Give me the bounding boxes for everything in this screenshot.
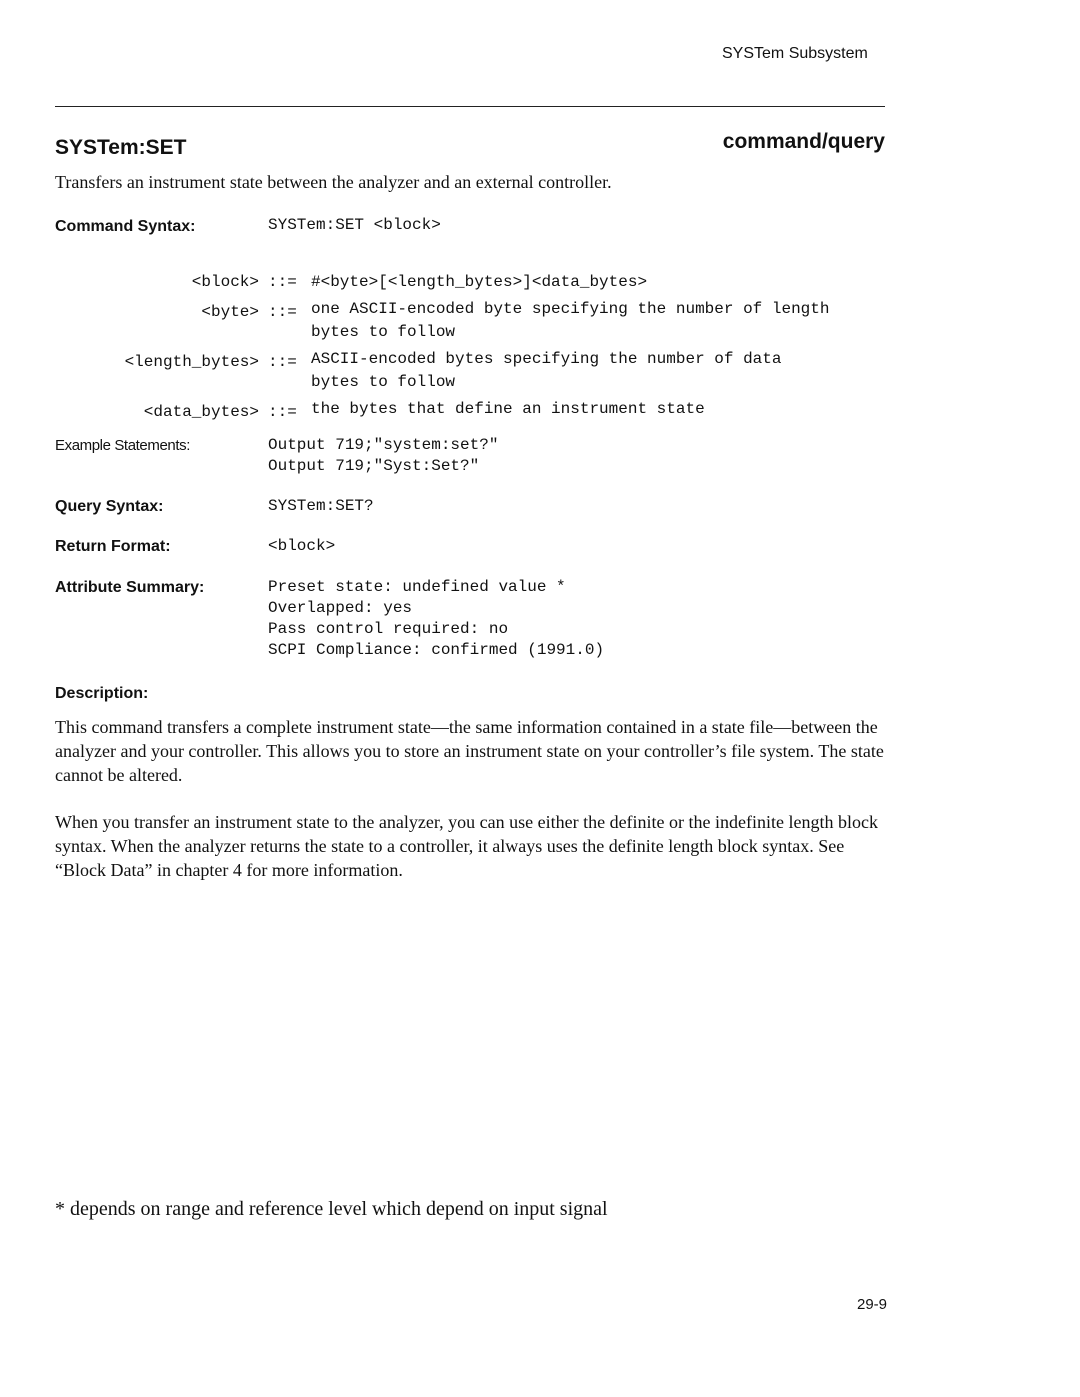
grammar-definition: #<byte>[<length_bytes>]<data_bytes> <box>311 273 648 291</box>
grammar-operator: ::= <box>268 353 297 371</box>
grammar-operator: ::= <box>268 303 297 321</box>
grammar-definition: bytes to follow <box>311 323 456 341</box>
query-syntax-value: SYSTem:SET? <box>268 497 374 515</box>
return-format-label: Return Format: <box>55 538 171 555</box>
header-rule <box>55 106 885 107</box>
description-paragraph: This command transfers a complete instrument state—the same information contained in a state file—between the analyzer and your controller. This allows you to store an instrument state on your controller’s file system. The state cannot be altered. <box>55 717 884 785</box>
example-statement: Output 719;"Syst:Set?" <box>268 457 480 475</box>
command-syntax-value: SYSTem:SET <block> <box>268 216 441 234</box>
grammar-definition: bytes to follow <box>311 373 456 391</box>
grammar-operator: ::= <box>268 403 297 421</box>
grammar-definition: the bytes that define an instrument state <box>311 400 705 418</box>
grammar-term: <length_bytes> <box>124 353 259 371</box>
page-number: 29-9 <box>857 1296 888 1313</box>
running-head: SYSTem Subsystem <box>722 45 868 62</box>
attribute-line: Overlapped: yes <box>268 599 413 617</box>
grammar-term: <block> <box>191 273 259 291</box>
attribute-line: SCPI Compliance: confirmed (1991.0) <box>268 641 605 659</box>
description-label: Description: <box>55 685 149 702</box>
command-title: SYSTem:SET <box>55 136 187 159</box>
return-format-value: <block> <box>268 537 336 555</box>
grammar-term: <data_bytes> <box>143 403 259 421</box>
command-type: command/query <box>722 130 885 153</box>
attribute-line: Pass control required: no <box>268 620 509 638</box>
command-syntax-label: Command Syntax: <box>55 218 196 235</box>
example-statements-label: Example Statements: <box>55 437 190 454</box>
attribute-summary-label: Attribute Summary: <box>55 579 205 596</box>
attribute-line: Preset state: undefined value * <box>268 578 566 596</box>
command-summary: Transfers an instrument state between the analyzer and an external controller. <box>55 172 612 192</box>
grammar-definition: one ASCII-encoded byte specifying the number of length <box>311 300 830 318</box>
query-syntax-label: Query Syntax: <box>55 498 164 515</box>
example-statement: Output 719;"system:set?" <box>268 436 499 454</box>
description-paragraph: When you transfer an instrument state to the analyzer, you can use either the definite or the indefinite length block syntax. When the analyzer returns the state to a controller, it always uses the definite length block syntax. See “Block Data” in chapter 4 for more information. <box>55 812 878 880</box>
grammar-term: <byte> <box>201 303 259 321</box>
footnote: * depends on range and reference level which depend on input signal <box>55 1198 608 1220</box>
grammar-operator: ::= <box>268 273 297 291</box>
grammar-definition: ASCII-encoded bytes specifying the number of data <box>311 350 782 368</box>
